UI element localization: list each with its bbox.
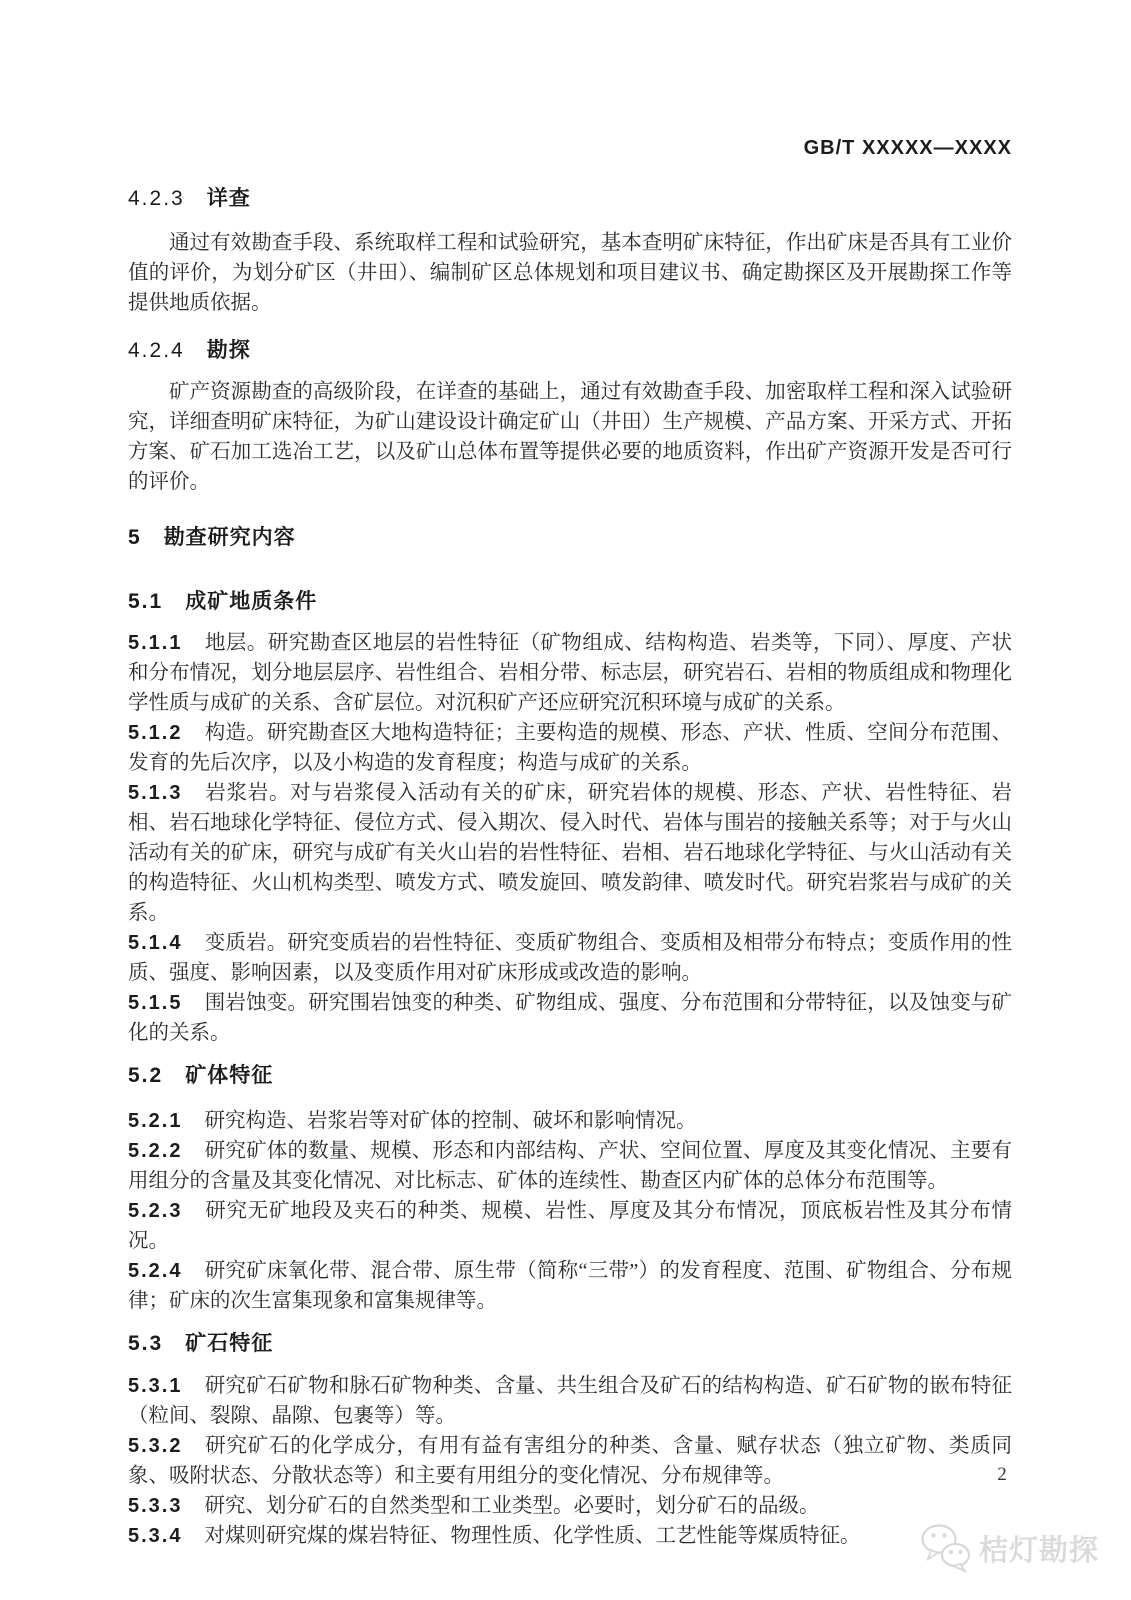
item-5-2-4 <box>128 1256 1012 1316</box>
clause-number: 4.2.4 <box>128 339 185 362</box>
item-5-1-2 <box>128 718 1012 778</box>
chapter-title: 勘查研究内容 <box>163 526 296 549</box>
section-number: 5.2 <box>128 1064 164 1087</box>
item-5-2-3 <box>128 1196 1012 1256</box>
heading-5-1 <box>128 589 1012 615</box>
paragraph-detailed-survey: 通过有效勘查手段、系统取样工程和试验研究，基本查明矿床特征，作出矿床是否具有工业价值的评价，为划分矿区（井田）、编制矿区总体规划和项目建议书、确定勘探区及开展勘探工作等提供地质依据。 <box>128 232 1012 314</box>
section-title: 矿石特征 <box>185 1332 274 1355</box>
clause-title: 勘探 <box>206 339 251 362</box>
item-number: 5.1.1 <box>128 632 183 654</box>
item-text: 围岩蚀变。研究围岩蚀变的种类、矿物组成、强度、分布范围和分带特征，以及蚀变与矿化的关系。 <box>128 992 1012 1044</box>
item-text: 研究矿床氧化带、混合带、原生带（简称“三带”）的发育程度、范围、矿物组合、分布规律；矿床的次生富集现象和富集规律等。 <box>128 1260 1012 1312</box>
item-text: 研究无矿地段及夹石的种类、规模、岩性、厚度及其分布情况，顶底板岩性及其分布情况。 <box>128 1200 1012 1252</box>
item-5-1-1 <box>128 628 1012 718</box>
item-text: 地层。研究勘查区地层的岩性特征（矿物组成、结构构造、岩类等，下同）、厚度、产状和分布情况，划分地层层序、岩性组合、岩相分带、标志层，研究岩石、岩相的物质组成和物理化学性质与成矿的关系、含矿层位。对沉积矿产还应研究沉积环境与成矿的关系。 <box>128 632 1012 714</box>
heading-5-3 <box>128 1331 1012 1357</box>
item-number: 5.2.4 <box>128 1260 183 1282</box>
item-text: 研究矿石矿物和脉石矿物种类、含量、共生组合及矿石的结构构造、矿石矿物的嵌布特征（粒间、裂隙、晶隙、包裹等）等。 <box>128 1375 1012 1427</box>
heading-5-2 <box>128 1063 1012 1089</box>
item-5-2-1 <box>128 1106 1012 1136</box>
section-title: 矿体特征 <box>185 1064 274 1087</box>
item-5-1-3 <box>128 778 1012 928</box>
item-5-2-2 <box>128 1136 1012 1196</box>
document-body <box>128 0 1012 1551</box>
item-5-3-4 <box>128 1521 1012 1551</box>
item-text: 研究矿石的化学成分，有用有益有害组分的种类、含量、赋存状态（独立矿物、类质同象、吸附状态、分散状态等）和主要有用组分的变化情况、分布规律等。 <box>128 1435 1012 1487</box>
chapter-number: 5 <box>128 526 142 549</box>
section-number: 5.3 <box>128 1332 164 1355</box>
watermark-text: 桔灯勘探 <box>978 1534 1099 1567</box>
item-number: 5.3.2 <box>128 1435 183 1457</box>
item-number: 5.3.1 <box>128 1375 183 1397</box>
page-number: 2 <box>997 1464 1007 1485</box>
item-text: 研究矿体的数量、规模、形态和内部结构、产状、空间位置、厚度及其变化情况、主要有用组分的含量及其变化情况、对比标志、矿体的连续性、勘查区内矿体的总体分布范围等。 <box>128 1140 1012 1192</box>
item-text: 研究构造、岩浆岩等对矿体的控制、破坏和影响情况。 <box>204 1110 697 1132</box>
item-number: 5.2.3 <box>128 1200 183 1222</box>
heading-4-2-4 <box>128 338 1012 364</box>
item-number: 5.1.3 <box>128 782 183 804</box>
item-number: 5.3.3 <box>128 1495 183 1517</box>
watermark <box>920 1522 1099 1574</box>
item-number: 5.1.4 <box>128 932 183 954</box>
item-text: 构造。研究勘查区大地构造特征；主要构造的规模、形态、产状、性质、空间分布范围、发育的先后次序，以及小构造的发育程度；构造与成矿的关系。 <box>128 722 1012 774</box>
item-5-3-3 <box>128 1491 1012 1521</box>
item-text: 研究、划分矿石的自然类型和工业类型。必要时，划分矿石的品级。 <box>204 1495 820 1517</box>
item-5-3-2 <box>128 1431 1012 1491</box>
item-5-1-5 <box>128 988 1012 1048</box>
item-number: 5.1.5 <box>128 992 183 1014</box>
item-text: 对煤则研究煤的煤岩特征、物理性质、化学性质、工艺性能等煤质特征。 <box>204 1525 861 1547</box>
item-number: 5.2.1 <box>128 1110 183 1132</box>
item-number: 5.2.2 <box>128 1140 183 1162</box>
item-number: 5.1.2 <box>128 722 183 744</box>
item-number: 5.3.4 <box>128 1525 183 1547</box>
item-text: 变质岩。研究变质岩的岩性特征、变质矿物组合、变质相及相带分布特点；变质作用的性质、强度、影响因素，以及变质作用对矿床形成或改造的影响。 <box>128 932 1012 984</box>
wechat-icon <box>920 1522 972 1574</box>
paragraph-exploration: 矿产资源勘查的高级阶段，在详查的基础上，通过有效勘查手段、加密取样工程和深入试验研究，详细查明矿床特征，为矿山建设设计确定矿山（井田）生产规模、产品方案、开采方式、开拓方案、矿石加工选冶工艺，以及矿山总体布置等提供必要的地质资料，作出矿产资源开发是否可行的评价。 <box>128 381 1012 493</box>
clause-title: 详查 <box>206 187 251 210</box>
section-title: 成矿地质条件 <box>185 590 318 613</box>
item-5-3-1 <box>128 1371 1012 1431</box>
heading-4-2-3 <box>128 186 1012 212</box>
section-number: 5.1 <box>128 590 164 613</box>
item-5-1-4 <box>128 928 1012 988</box>
heading-5 <box>128 525 1012 551</box>
clause-number: 4.2.3 <box>128 187 185 210</box>
doc-code-header: GB/T XXXXX—XXXX <box>803 137 1012 159</box>
item-text: 岩浆岩。对与岩浆侵入活动有关的矿床，研究岩体的规模、形态、产状、岩性特征、岩相、岩石地球化学特征、侵位方式、侵入期次、侵入时代、岩体与围岩的接触关系等；对于与火山活动有关的矿床，研究与成矿有关火山岩的岩性特征、岩相、岩石地球化学特征、与火山活动有关的构造特征、火山机构类型、喷发方式、喷发旋回、喷发韵律、喷发时代。研究岩浆岩与成矿的关系。 <box>128 782 1012 924</box>
